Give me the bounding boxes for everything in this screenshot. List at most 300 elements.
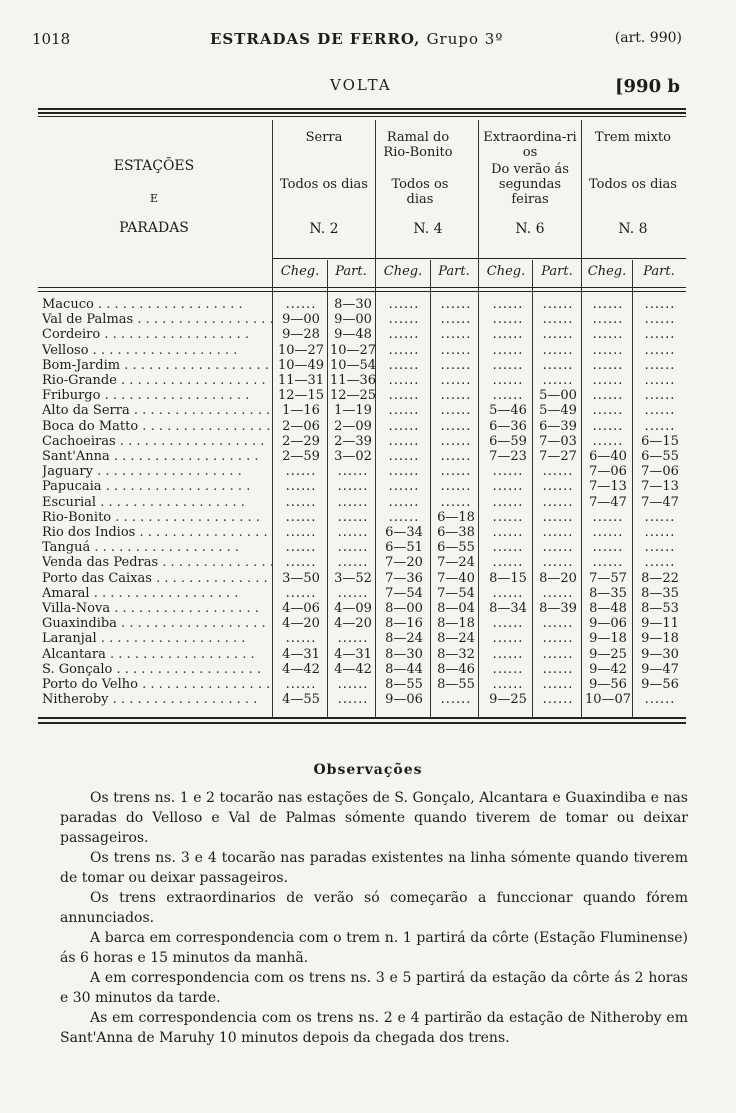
- time-cell: 7—20: [385, 555, 423, 571]
- time-cell: 9—56: [589, 677, 627, 692]
- time-cell: [534, 540, 582, 555]
- station-name: Boca do Matto . . .: [42, 419, 272, 434]
- time-cell: 7—06: [589, 464, 627, 480]
- time-cell: 9—00: [282, 312, 320, 328]
- table-row: [0, 449, 736, 464]
- time-cell: [329, 555, 377, 570]
- time-cell: [432, 327, 480, 342]
- time-cell: 11—31: [277, 373, 325, 388]
- time-cell: [277, 540, 325, 555]
- time-cell: 9—06: [385, 692, 423, 708]
- time-cell: 8—39: [539, 601, 577, 616]
- table-row: [0, 479, 736, 494]
- time-cell: [636, 358, 684, 373]
- table-row: [0, 403, 736, 418]
- time-cell: [636, 327, 684, 342]
- time-cell: [277, 495, 325, 510]
- time-cell: [380, 403, 428, 418]
- station-name: Bom-Jardim . . .: [42, 358, 272, 373]
- observation-1: Os trens ns. 1 e 2 tocarão nas estações de S. Gonçalo, Alcantara e Guaxindiba e nas paradas do Velloso e Val de Palmas sómente quando tiverem de tomar ou deixar passageiros.: [60, 790, 688, 846]
- time-cell: 7—54: [385, 585, 423, 601]
- time-cell: [380, 373, 428, 388]
- time-cell: 8—32: [437, 646, 475, 662]
- time-cell: 9—25: [489, 692, 527, 708]
- station-name: Nitheroby . . .: [42, 692, 272, 707]
- time-cell: 9—11: [641, 616, 679, 632]
- time-cell: [380, 419, 428, 434]
- observation-5: A em correspondencia com os trens ns. 3 e 5 partirá da estação da côrte ás 2 horas e 30 minutos da tarde.: [60, 970, 688, 1006]
- time-cell: 4—31: [334, 646, 372, 662]
- time-cell: 2—59: [282, 449, 320, 464]
- table-row: [0, 540, 736, 555]
- table-row: [0, 434, 736, 449]
- time-cell: 8—48: [589, 601, 627, 616]
- time-cell: 8—35: [589, 585, 627, 601]
- time-cell: 3—52: [334, 570, 372, 586]
- time-cell: [329, 525, 377, 540]
- time-cell: 8—24: [437, 631, 475, 647]
- time-cell: 8—46: [437, 661, 475, 677]
- time-cell: [534, 631, 582, 646]
- time-cell: 7—40: [437, 570, 475, 586]
- sub-arrive: Cheg.: [280, 264, 320, 279]
- station-name: Cordeiro . . .: [42, 327, 272, 342]
- subheader-rule-bottom: [38, 287, 686, 288]
- col-head-mixto-number: N. 8: [618, 221, 648, 237]
- col-head-ramal-days: Todos os dias: [391, 177, 449, 207]
- station-name: Venda das Pedras . . .: [42, 555, 272, 570]
- sub-arrive: Cheg.: [486, 264, 526, 279]
- time-cell: 5—46: [489, 403, 527, 419]
- time-cell: 8—15: [489, 570, 527, 586]
- time-cell: 10—27: [277, 342, 325, 358]
- time-cell: [329, 540, 377, 555]
- time-cell: 6—34: [385, 525, 423, 540]
- time-cell: [534, 692, 582, 707]
- time-cell: [432, 403, 480, 418]
- time-cell: 2—29: [282, 433, 320, 449]
- time-cell: [329, 692, 377, 707]
- time-cell: [380, 297, 428, 312]
- station-name: Rio-Grande . . .: [42, 373, 272, 388]
- table-row: [0, 631, 736, 646]
- table-row: [0, 343, 736, 358]
- time-cell: 7—13: [641, 479, 679, 495]
- time-cell: [484, 327, 532, 342]
- time-cell: [636, 510, 684, 525]
- time-cell: [584, 388, 632, 403]
- time-cell: 8—55: [437, 677, 475, 692]
- time-cell: [484, 358, 532, 373]
- time-cell: [534, 358, 582, 373]
- station-name: Friburgo . . .: [42, 388, 272, 403]
- title-group: Grupo 3º: [426, 30, 504, 48]
- sub-depart: Part.: [643, 264, 675, 279]
- table-top-rule-3: [38, 116, 686, 117]
- time-cell: 4—09: [334, 601, 372, 616]
- section-number: [990 b: [615, 76, 680, 97]
- station-name: Escurial . . .: [42, 495, 272, 510]
- subheader-rule-top: [272, 258, 686, 259]
- observations-title: Observações: [313, 762, 423, 778]
- time-cell: [584, 373, 632, 388]
- time-cell: [584, 555, 632, 570]
- time-cell: [584, 403, 632, 418]
- time-cell: [584, 525, 632, 540]
- sub-arrive: Cheg.: [383, 264, 423, 279]
- time-cell: [432, 464, 480, 479]
- table-row: [0, 327, 736, 342]
- page-header: [32, 30, 682, 52]
- stations-heading-stops: PARADAS: [119, 220, 189, 236]
- time-cell: 9—28: [282, 327, 320, 343]
- col-head-serra-number: N. 2: [309, 221, 339, 237]
- station-name: Macuco . . .: [42, 297, 272, 312]
- time-cell: [534, 555, 582, 570]
- time-cell: [329, 479, 377, 494]
- time-cell: [484, 388, 532, 403]
- page-title: [210, 30, 503, 48]
- time-cell: 7—47: [589, 494, 627, 510]
- time-cell: [432, 419, 480, 434]
- time-cell: [484, 525, 532, 540]
- time-cell: [277, 677, 325, 692]
- time-cell: [329, 510, 377, 525]
- time-cell: [380, 495, 428, 510]
- time-cell: [484, 495, 532, 510]
- time-cell: 4—42: [282, 661, 320, 677]
- time-cell: [329, 677, 377, 692]
- time-cell: 7—54: [437, 585, 475, 601]
- table-top-rule-2: [38, 112, 686, 114]
- table-row: [0, 525, 736, 540]
- time-cell: [584, 358, 632, 373]
- table-row: [0, 616, 736, 631]
- station-name: Villa-Nova . . .: [42, 601, 272, 616]
- time-cell: 6—18: [437, 509, 475, 525]
- time-cell: [380, 358, 428, 373]
- time-cell: 4—20: [334, 616, 372, 632]
- station-name: Tanguá . . .: [42, 540, 272, 555]
- time-cell: [534, 510, 582, 525]
- time-cell: [534, 662, 582, 677]
- time-cell: [432, 434, 480, 449]
- time-cell: [432, 479, 480, 494]
- time-cell: [277, 479, 325, 494]
- time-cell: 12—25: [329, 388, 377, 404]
- time-cell: 6—36: [489, 418, 527, 434]
- time-cell: [329, 464, 377, 479]
- time-cell: [584, 312, 632, 327]
- time-cell: 1—19: [334, 403, 372, 419]
- table-row: [0, 662, 736, 677]
- time-cell: 10—07: [584, 692, 632, 708]
- time-cell: [380, 312, 428, 327]
- time-cell: 8—22: [641, 570, 679, 586]
- station-name: S. Gonçalo . . .: [42, 662, 272, 677]
- time-cell: 9—00: [334, 312, 372, 328]
- table-row: [0, 586, 736, 601]
- time-cell: 10—54: [329, 357, 377, 373]
- time-cell: 6—39: [539, 418, 577, 434]
- time-cell: [277, 555, 325, 570]
- station-name: Val de Palmas . . .: [42, 312, 272, 327]
- time-cell: [432, 495, 480, 510]
- table-row: [0, 388, 736, 403]
- time-cell: 7—23: [489, 449, 527, 464]
- time-cell: [534, 327, 582, 342]
- time-cell: [584, 297, 632, 312]
- col-head-extra-days: Do verão ás segundas feiras: [491, 162, 569, 207]
- time-cell: 6—40: [589, 449, 627, 464]
- col-head-serra: Serra: [305, 130, 343, 145]
- table-row: [0, 692, 736, 707]
- time-cell: [380, 510, 428, 525]
- station-name: Amaral . . .: [42, 586, 272, 601]
- time-cell: [432, 692, 480, 707]
- time-cell: 5—49: [539, 403, 577, 419]
- table-row: [0, 312, 736, 327]
- sub-depart: Part.: [541, 264, 573, 279]
- time-cell: 9—47: [641, 661, 679, 677]
- time-cell: 6—55: [437, 540, 475, 556]
- time-cell: [636, 419, 684, 434]
- time-cell: [432, 388, 480, 403]
- time-cell: 2—39: [334, 433, 372, 449]
- table-row: [0, 647, 736, 662]
- time-cell: [329, 586, 377, 601]
- time-cell: [432, 343, 480, 358]
- time-cell: 8—35: [641, 585, 679, 601]
- time-cell: [484, 647, 532, 662]
- time-cell: [534, 616, 582, 631]
- time-cell: [380, 449, 428, 464]
- time-cell: [534, 495, 582, 510]
- time-cell: 12—15: [277, 388, 325, 404]
- time-cell: 8—04: [437, 601, 475, 616]
- station-name: Velloso . . .: [42, 343, 272, 358]
- time-cell: [432, 373, 480, 388]
- time-cell: [584, 434, 632, 449]
- time-cell: [380, 479, 428, 494]
- time-cell: [636, 297, 684, 312]
- time-cell: 1—16: [282, 403, 320, 419]
- time-cell: [534, 525, 582, 540]
- time-cell: [380, 343, 428, 358]
- time-cell: [484, 510, 532, 525]
- time-cell: 9—18: [589, 631, 627, 647]
- time-cell: 8—30: [385, 646, 423, 662]
- stations-heading: ESTAÇÕES: [113, 158, 195, 174]
- time-cell: [534, 297, 582, 312]
- col-head-ramal-number: N. 4: [413, 221, 443, 237]
- time-cell: [484, 343, 532, 358]
- time-cell: [484, 373, 532, 388]
- time-cell: 6—59: [489, 433, 527, 449]
- time-cell: [484, 616, 532, 631]
- observation-6: As em correspondencia com os trens ns. 2 e 4 partirão da estação de Nitheroby em Sant'Anna de Maruhy 10 minutos depois da chegada dos trens.: [60, 1010, 688, 1046]
- table-row: [0, 373, 736, 388]
- col-head-extra-number: N. 6: [515, 221, 545, 237]
- time-cell: [380, 434, 428, 449]
- time-cell: 7—24: [437, 555, 475, 571]
- time-cell: 7—47: [641, 494, 679, 510]
- time-cell: 4—55: [282, 692, 320, 708]
- time-cell: [432, 312, 480, 327]
- station-name: Rio-Bonito . . .: [42, 510, 272, 525]
- time-cell: [484, 555, 532, 570]
- time-cell: 8—20: [539, 570, 577, 586]
- time-cell: 3—50: [282, 570, 320, 586]
- time-cell: 8—34: [489, 601, 527, 616]
- time-cell: 6—55: [641, 449, 679, 464]
- time-cell: 10—27: [329, 342, 377, 358]
- section-subheader: [0, 76, 736, 100]
- time-cell: [277, 464, 325, 479]
- time-cell: 8—44: [385, 661, 423, 677]
- time-cell: [636, 373, 684, 388]
- time-cell: [484, 631, 532, 646]
- time-cell: [277, 510, 325, 525]
- time-cell: 6—15: [641, 433, 679, 449]
- subheader-rule-bottom-2: [38, 291, 686, 292]
- time-cell: [534, 312, 582, 327]
- observation-2: Os trens ns. 3 e 4 tocarão nas paradas existentes na linha sómente quando tiverem de tomar ou deixar passageiros.: [60, 850, 688, 886]
- time-cell: 4—31: [282, 646, 320, 662]
- station-name: Cachoeiras . . .: [42, 434, 272, 449]
- table-bottom-rule-2: [38, 722, 686, 724]
- time-cell: [380, 388, 428, 403]
- time-cell: [484, 479, 532, 494]
- time-cell: 8—30: [334, 297, 372, 312]
- time-cell: 4—06: [282, 601, 320, 616]
- table-row: [0, 601, 736, 616]
- table-top-rule: [38, 108, 686, 110]
- time-cell: 6—38: [437, 525, 475, 540]
- sub-depart: Part.: [335, 264, 367, 279]
- time-cell: [484, 312, 532, 327]
- time-cell: 4—42: [334, 661, 372, 677]
- time-cell: [484, 297, 532, 312]
- time-cell: 9—25: [589, 646, 627, 662]
- station-name: Rio dos Indios . . .: [42, 525, 272, 540]
- col-head-mixto: Trem mixto: [595, 130, 671, 145]
- table-row: [0, 464, 736, 479]
- time-cell: [584, 327, 632, 342]
- time-cell: [277, 525, 325, 540]
- stations-heading-and: E: [149, 192, 159, 205]
- time-cell: 7—57: [589, 570, 627, 586]
- time-cell: [329, 495, 377, 510]
- sub-arrive: Cheg.: [587, 264, 627, 279]
- time-cell: [636, 555, 684, 570]
- table-row: [0, 555, 736, 570]
- time-cell: [380, 327, 428, 342]
- time-cell: 8—53: [641, 601, 679, 616]
- direction-label: VOLTA: [330, 76, 392, 94]
- time-cell: [534, 464, 582, 479]
- col-head-extraordinarios: Extraordina-rios: [483, 130, 577, 160]
- time-cell: 9—48: [334, 327, 372, 343]
- time-cell: 8—24: [385, 631, 423, 647]
- time-cell: 7—27: [539, 449, 577, 464]
- time-cell: 9—06: [589, 616, 627, 632]
- time-cell: [584, 343, 632, 358]
- station-name: Alto da Serra . . .: [42, 403, 272, 418]
- time-cell: [584, 510, 632, 525]
- time-cell: 9—30: [641, 646, 679, 662]
- col-head-ramal: Ramal do Rio-Bonito: [383, 130, 453, 160]
- time-cell: [584, 419, 632, 434]
- col-head-serra-days: Todos os dias: [280, 177, 368, 192]
- station-name: Laranjal . . .: [42, 631, 272, 646]
- time-cell: [277, 631, 325, 646]
- col-head-mixto-days: Todos os dias: [589, 177, 677, 192]
- time-cell: 9—56: [641, 677, 679, 692]
- time-cell: [484, 662, 532, 677]
- time-cell: [380, 464, 428, 479]
- time-cell: [329, 631, 377, 646]
- time-cell: [432, 449, 480, 464]
- time-cell: 7—13: [589, 479, 627, 495]
- time-cell: [484, 586, 532, 601]
- time-cell: 7—36: [385, 570, 423, 586]
- table-row: [0, 419, 736, 434]
- table-row: [0, 495, 736, 510]
- time-cell: 8—55: [385, 677, 423, 692]
- time-cell: [584, 540, 632, 555]
- station-name: Porto das Caixas . . .: [42, 571, 272, 586]
- time-cell: 5—00: [539, 388, 577, 404]
- time-cell: [484, 677, 532, 692]
- table-row: [0, 571, 736, 586]
- time-cell: 10—49: [277, 357, 325, 373]
- time-cell: [484, 464, 532, 479]
- time-cell: [636, 388, 684, 403]
- time-cell: [636, 403, 684, 418]
- time-cell: 7—06: [641, 464, 679, 480]
- observations-text: [60, 788, 688, 1048]
- time-cell: 7—03: [539, 433, 577, 449]
- time-cell: 3—02: [334, 449, 372, 464]
- time-cell: [432, 358, 480, 373]
- time-cell: 8—18: [437, 616, 475, 632]
- time-cell: 8—16: [385, 616, 423, 632]
- table-row: [0, 358, 736, 373]
- time-cell: 6—51: [385, 540, 423, 556]
- time-cell: [277, 297, 325, 312]
- table-row: [0, 297, 736, 312]
- article-ref: (art. 990): [614, 30, 682, 46]
- time-cell: 2—09: [334, 418, 372, 434]
- time-cell: [534, 373, 582, 388]
- time-cell: [534, 479, 582, 494]
- time-cell: [636, 692, 684, 707]
- time-cell: 8—00: [385, 601, 423, 616]
- time-cell: [432, 297, 480, 312]
- time-cell: [534, 343, 582, 358]
- table-row: [0, 677, 736, 692]
- station-name: Alcantara . . .: [42, 647, 272, 662]
- time-cell: 11—36: [329, 373, 377, 388]
- table-row: [0, 510, 736, 525]
- time-cell: [636, 540, 684, 555]
- time-cell: [534, 647, 582, 662]
- observation-4: A barca em correspondencia com o trem n. 1 partirá da côrte (Estação Fluminense) ás 6 horas e 15 minutos da manhã.: [60, 930, 688, 966]
- time-cell: 9—42: [589, 661, 627, 677]
- time-cell: [636, 525, 684, 540]
- time-cell: [484, 540, 532, 555]
